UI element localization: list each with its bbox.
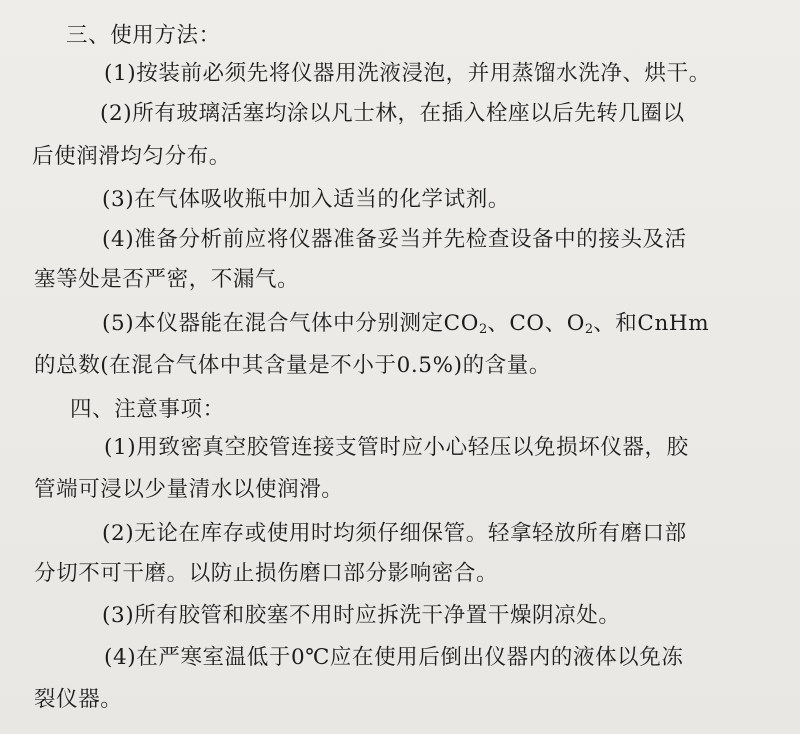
section4-item1-line2: 管端可浸以少量清水以使润滑。: [34, 477, 344, 502]
section4-item3: (3)所有胶管和胶塞不用时应拆洗干净置干燥阴凉处。: [102, 603, 621, 628]
section4-item2-line2: 分切不可干磨。以防止损伤磨口部分影响密合。: [34, 561, 499, 586]
co2-subscript: 2: [478, 322, 488, 337]
section3-heading: 三、使用方法：: [66, 23, 221, 48]
section3-item4-line2: 塞等处是否严密，不漏气。: [34, 267, 300, 292]
section3-item5-line2: 的总数(在混合气体中其含量是不小于0.5%)的含量。: [34, 353, 551, 378]
section3-item5-line1: [102, 310, 709, 344]
o2-subscript: 2: [584, 322, 594, 337]
section3-item1: (1)按装前必须先将仪器用洗液浸泡，并用蒸馏水洗净、烘干。: [104, 61, 711, 86]
item5-text-b: 、CO、O: [487, 311, 585, 336]
section4-item1-line1: (1)用致密真空胶管连接支管时应小心轻压以免损坏仪器，胶: [104, 435, 689, 460]
section3-item3: (3)在气体吸收瓶中加入适当的化学试剂。: [102, 187, 510, 212]
item5-text-a: (5)本仪器能在混合气体中分别测定CO: [102, 311, 479, 336]
section3-item2-line1: (2)所有玻璃活塞均涂以凡士林，在插入栓座以后先转几圈以: [100, 101, 685, 126]
section3-item4-line1: (4)准备分析前应将仪器准备妥当并先检查设备中的接头及活: [102, 227, 687, 252]
section3-item2-line2: 后使润滑均匀分布。: [32, 144, 231, 169]
item5-text-c: 、和CnHm: [593, 311, 710, 336]
section4-item4-line1: (4)在严寒室温低于0℃应在使用后倒出仪器内的液体以免冻: [104, 645, 684, 670]
section4-heading: 四、注意事项：: [70, 397, 225, 422]
section4-item2-line1: (2)无论在库存或使用时均须仔细保管。轻拿轻放所有磨口部: [102, 521, 687, 546]
section4-item4-line2: 裂仪器。: [34, 687, 123, 712]
